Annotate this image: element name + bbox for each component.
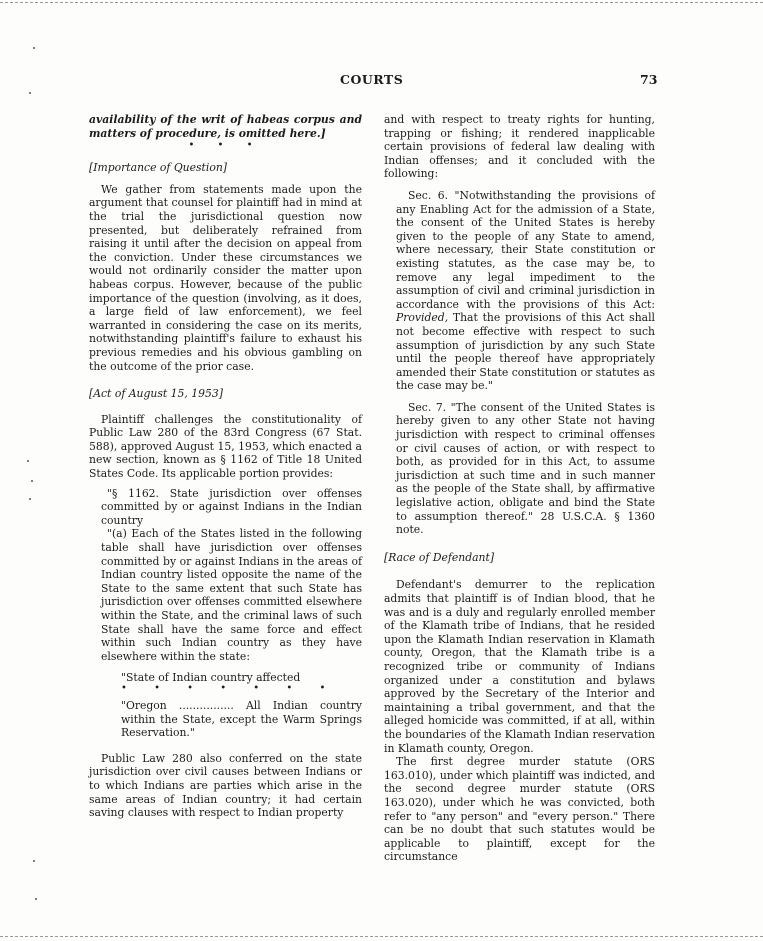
sec6-text-pre: Sec. 6. "Notwithstanding the provisions of any Enabling Act for the admission of a State, the consent of the United States is hereby given to the people of any State to amend, where necessary, their State constitution or existing statutes, as the case may be, to remove any legal impediment to the assumption of civil and criminal jurisdiction in accordance with the provisions of this Act:	[396, 188, 655, 311]
running-header: COURTS	[340, 72, 404, 87]
sec6-provided: Provided,	[396, 311, 449, 325]
quote-table-header: "State of Indian country affected	[121, 671, 301, 685]
scan-bottom-edge	[0, 936, 763, 937]
section-heading-race: [Race of Defendant]	[384, 550, 495, 564]
scan-speck	[29, 92, 31, 94]
sec6-text-post: That the provisions of this Act shall not become effective with respect to such assumption of jurisdiction by any such State until the people thereof have appropriately amended their State constitution or statutes as the case may be."	[396, 311, 655, 393]
scan-speck	[29, 498, 31, 500]
paragraph-treaty-rights: and with respect to treaty rights for hunting, trapping or fishing; it rendered inapplicable certain provisions of federal law dealing with Indian offenses; and it concluded with the following:	[384, 113, 655, 181]
quote-table-dots: • • • • • • •	[121, 682, 338, 694]
statute-sec-7: Sec. 7. "The consent of the United States is hereby given to any other State not having jurisdiction with respect to criminal offenses or civil causes of action, or with respect to both, as provided for in this Act, to assume jurisdiction at such time and in such manner as the people of the State shall, by affirmative legislative action, obligate and bind the State to assumption thereof." 28 U.S.C.A. § 1360 note.	[396, 400, 655, 537]
paragraph-demurrer: Defendant's demurrer to the replication admits that plaintiff is of Indian blood, that he was and is a duly and regularly enrolled member of the Klamath tribe of Indians, that he resided upon the Klamath Indian reservation in Klamath county, Oregon, that the Klamath tribe is a recognized tribe or community of Indians organized under a constitution and bylaws approved by the Secretary of the Interior and maintaining a tribal government, and that the alleged homicide was committed, if at all, within the boundaries of the Klamath Indian reservation in Klamath county, Oregon.	[384, 578, 655, 755]
scan-speck	[35, 898, 37, 900]
quote-table-row-oregon: "Oregon ................ All Indian country within the State, except the Warm Springs Reservation."	[121, 698, 362, 740]
scan-speck	[27, 460, 29, 462]
section-heading-importance: [Importance of Question]	[89, 161, 228, 175]
ellipsis-dots: • • •	[188, 140, 263, 152]
scan-speck	[33, 860, 35, 862]
paragraph-importance: We gather from statements made upon the argument that counsel for plaintiff had in mind at the trial the jurisdictional question now presented, but deliberately refrained from raising it until after the decision on appeal from the conviction. Under these circumstances we would not ordinarily consider the matter upon habeas corpus. However, because of the public importance of the question (involving, as it does, a large field of law enforcement), we feel warranted in considering the case on its merits, notwithstanding plaintiff's failure to exhaust his previous remedies and his obvious gambling on the outcome of the prior case.	[89, 182, 362, 373]
scan-speck	[31, 480, 33, 482]
scan-speck	[33, 47, 35, 49]
right-column	[384, 113, 655, 864]
quote-subsection-a: "(a) Each of the States listed in the following table shall have jurisdiction over offenses committed by or against Indians in the areas of Indian country listed opposite the name of the State to the same extent that such State has jurisdiction over offenses committed elsewhere within the State, and the criminal laws of such State shall have the same force and effect within such Indian country as they have elsewhere within the state:	[101, 527, 362, 663]
paragraph-act: Plaintiff challenges the constitutionality of Public Law 280 of the 83rd Congress (67 Stat. 588), approved August 15, 1953, which enacted a new section, known as § 1162 of Title 18 United States Code. Its applicable portion provides:	[89, 412, 362, 481]
statute-sec-6	[396, 189, 655, 393]
quote-title: "§ 1162. State jurisdiction over offenses committed by or against Indians in the Indian country	[101, 486, 362, 527]
paragraph-murder-statute: The first degree murder statute (ORS 163.010), under which plaintiff was indicted, and the second degree murder statute (ORS 163.020), under which he was convicted, both refer to "any person" and "every person." There can be no doubt that such statutes would be applicable to plaintiff, except for the circumstance	[384, 755, 655, 864]
page-number: 73	[640, 72, 658, 87]
paragraph-public-law: Public Law 280 also conferred on the state jurisdiction over civil causes between Indians or to which Indians are parties which arise in the same areas of Indian country; it had certain saving clauses with respect to Indian property	[89, 751, 362, 820]
left-column	[89, 113, 362, 820]
statute-quote	[101, 487, 362, 740]
section-heading-act: [Act of August 15, 1953]	[89, 387, 223, 401]
scan-top-edge	[0, 2, 763, 3]
intro-italic-text: availability of the writ of habeas corpus and matters of procedure, is omitted here.]	[89, 113, 362, 140]
